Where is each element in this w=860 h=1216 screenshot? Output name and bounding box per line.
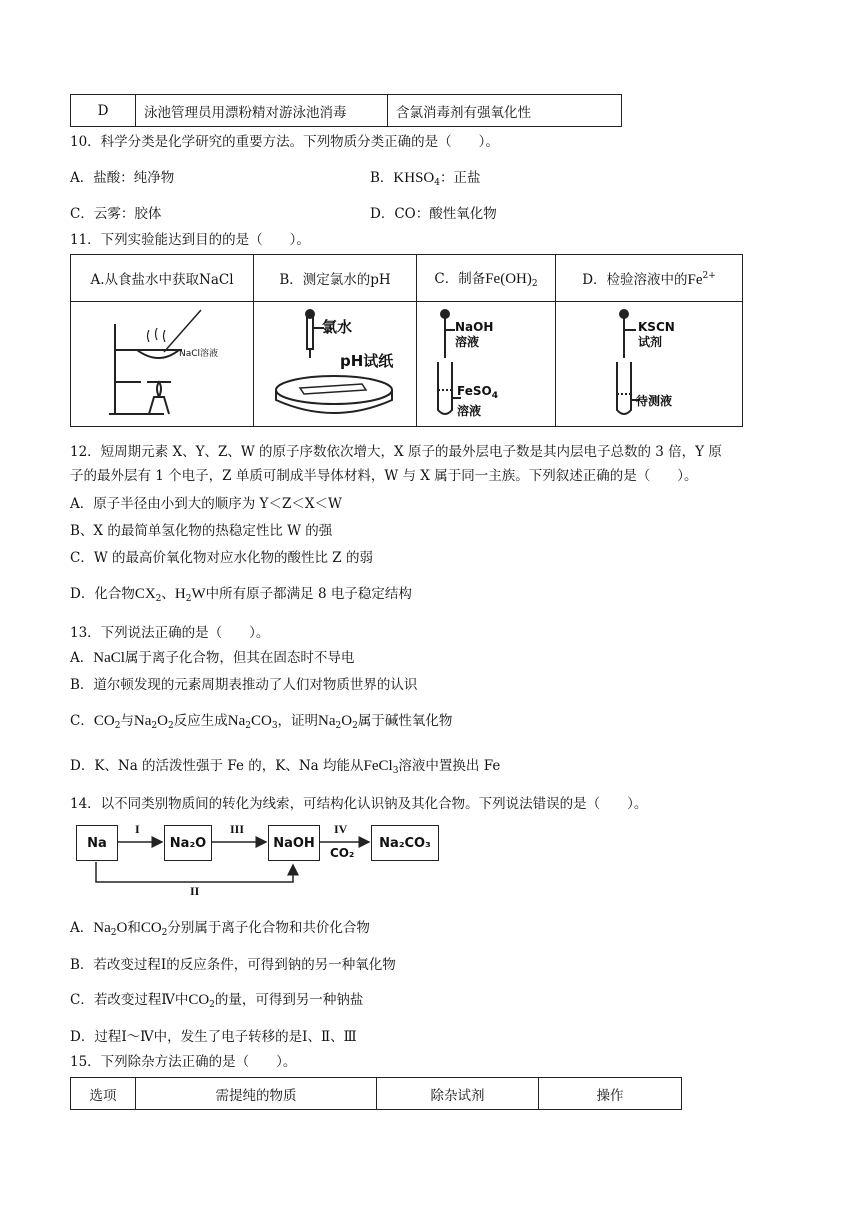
q13-stem: 13．下列说法正确的是（ ）。: [70, 625, 270, 641]
q10-option-a: A．盐酸：纯净物: [70, 170, 175, 186]
cell-application: 泳池管理员用漂粉精对游泳池消毒: [136, 95, 388, 127]
q13-option-c: C．$CO_2$与$Na_2O_2$反应生成$Na_2CO_3$，证明$Na_2O_2$属于碱性氧化物: [70, 713, 453, 731]
q12-option-d: D．化合物$CX_2$、$H_2W$中所有原子都满足 8 电子稳定结构: [70, 586, 412, 604]
q11-header-c: C．制备$Fe(OH)_2$: [417, 255, 556, 302]
q11-image-d: [556, 302, 743, 427]
image-b-label-chlorine-water: 氯水: [322, 318, 353, 336]
q14-stem: 14．以不同类别物质间的转化为线索，可结构化认识钠及其化合物。下列说法错误的是（ ）。: [70, 796, 648, 812]
arrow-label-co2: CO₂: [330, 846, 355, 860]
cell-explanation: 含氯消毒剂有强氧化性: [388, 95, 622, 127]
q14-option-c: C．若改变过程Ⅳ中$CO_2$的量，可得到另一种钠盐: [70, 992, 364, 1010]
q14-option-d: D．过程Ⅰ～Ⅳ中，发生了电子转移的是Ⅰ、Ⅱ、Ⅲ: [70, 1029, 357, 1045]
cell-option: D: [71, 95, 136, 127]
q14-conversion-diagram: [76, 820, 446, 900]
image-c-label-naoh: NaOH 溶液: [455, 320, 494, 349]
arrow-label-iv: IV: [334, 822, 348, 836]
q12-option-b: B、X 的最简单氢化物的热稳定性比 W 的强: [70, 523, 333, 539]
q15-header-substance: 需提纯的物质: [136, 1078, 377, 1110]
q13-option-a: A．NaCl属于离子化合物，但其在固态时不导电: [70, 650, 355, 666]
q13-option-b: B．道尔顿发现的元素周期表推动了人们对物质世界的认识: [70, 677, 418, 693]
q15-stem: 15．下列除杂方法正确的是（ ）。: [70, 1054, 297, 1070]
image-d-label-kscn: KSCN 试剂: [638, 320, 675, 349]
q11-image-b: [254, 302, 417, 427]
q11-image-a: [71, 302, 254, 427]
arrow-label-i: I: [135, 822, 140, 836]
q15-purification-table: [70, 1077, 682, 1110]
diagram-box-na: Na: [76, 825, 118, 861]
diagram-box-na2co3: Na₂CO₃: [371, 825, 439, 861]
q12-option-a: A．原子半径由小到大的顺序为 Y＜Z＜X＜W: [70, 496, 342, 512]
q12-stem-line2: 子的最外层有 1 个电子，Z 单质可制成半导体材料，W 与 X 属于同一主族。下列叙述正确的是（ ）。: [70, 468, 698, 484]
table-option-d: [70, 94, 622, 127]
q10-option-d: D．CO：酸性氧化物: [370, 206, 497, 222]
image-d-label-test-solution: 待测液: [636, 394, 673, 408]
q12-stem-line1: 12．短周期元素 X、Y、Z、W 的原子序数依次增大，X 原子的最外层电子数是其内层电子总数的 3 倍，Y 原: [70, 444, 722, 460]
q12-option-c: C．W 的最高价氧化物对应水化物的酸性比 Z 的弱: [70, 550, 373, 566]
diagram-box-naoh: NaOH: [268, 825, 320, 861]
q11-experiment-table: [70, 254, 743, 427]
q15-header-option: 选项: [71, 1078, 136, 1110]
q14-option-b: B．若改变过程Ⅰ的反应条件，可得到钠的另一种氧化物: [70, 957, 396, 973]
evaporation-apparatus-icon: [79, 302, 245, 422]
q11-header-d: D．检验溶液中的$Fe^{2+}$: [556, 255, 743, 302]
q10-stem: 10．科学分类是化学研究的重要方法。下列物质分类正确的是（ ）。: [70, 134, 499, 150]
image-a-label: NaCl溶液: [179, 349, 219, 359]
q15-header-operation: 操作: [539, 1078, 682, 1110]
q15-header-reagent: 除杂试剂: [377, 1078, 539, 1110]
diagram-box-na2o: Na₂O: [164, 825, 212, 861]
q10-option-b: B．$KHSO_4$：正盐: [370, 170, 481, 188]
q11-header-b: B．测定氯水的pH: [254, 255, 417, 302]
image-b-label-ph-paper: pH试纸: [340, 352, 394, 370]
q11-stem: 11．下列实验能达到目的的是（ ）。: [70, 232, 310, 248]
image-c-label-feso4: FeSO$_4$ 溶液: [457, 384, 498, 418]
q14-option-a: A．$Na_2O$和$CO_2$分别属于离子化合物和共价化合物: [70, 920, 370, 938]
q11-header-a: A.从食盐水中获取NaCl: [71, 255, 254, 302]
arrow-label-iii: III: [230, 822, 245, 836]
q11-image-c: [417, 302, 556, 427]
q13-option-d: D．K、Na 的活泼性强于 Fe 的，K、Na 均能从FeCl$_3$溶液中置换出 Fe: [70, 758, 501, 776]
arrow-label-ii: II: [190, 884, 200, 898]
q10-option-c: C．云雾：胶体: [70, 206, 162, 222]
